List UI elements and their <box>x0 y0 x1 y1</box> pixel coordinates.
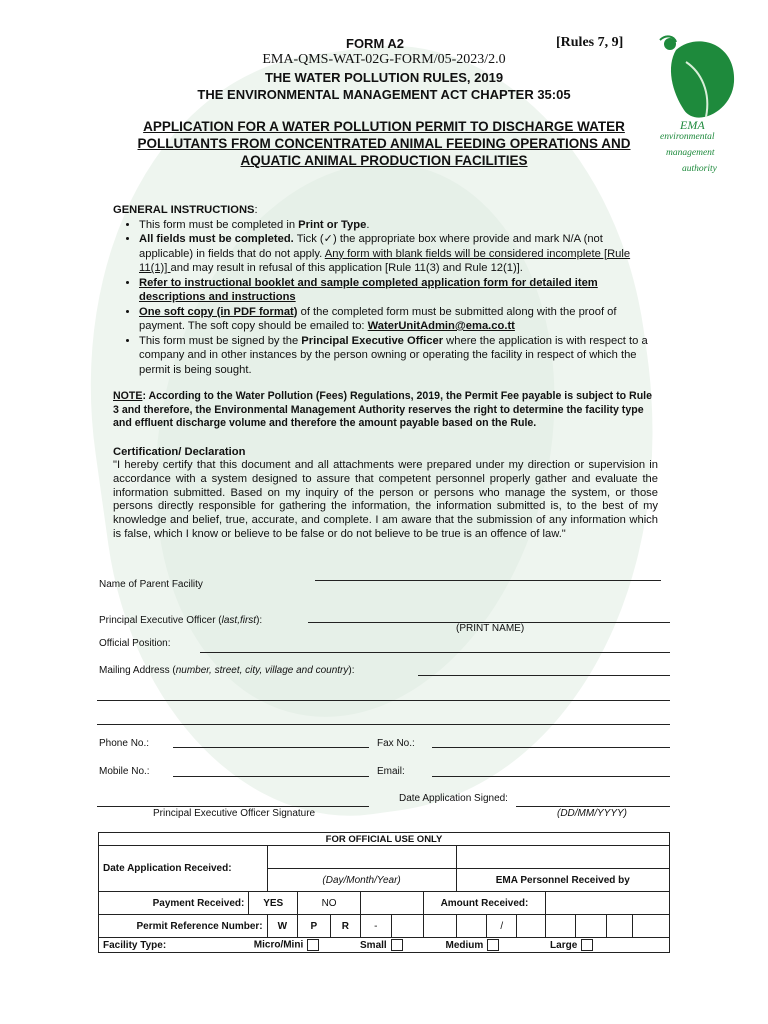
payment-no[interactable]: NO <box>298 892 361 915</box>
instruction-item: • This form must be signed by the Principal Executive Officer where the application is with respect to a company and in other instances by the person owning or operating the facility in respect of which the permit is being sought. <box>139 334 658 378</box>
certification-heading: Certification/ Declaration <box>113 446 246 458</box>
mailing-address-field-3[interactable] <box>97 724 670 725</box>
permit-ref-cell[interactable] <box>576 915 606 938</box>
signature-field[interactable] <box>97 806 369 807</box>
general-instructions: GENERAL INSTRUCTIONS: • This form must be completed in Print or Type. • All fields must be completed. Tick (✓) the appropriate box where provide and mark N/A (not applicable) in fields that do not apply. Any form with blank fields will be considered incomplete [Rule 11(1)] and may result in refusal of this application [Rule 11(3) and Rule 12(1)]. • Refer to instructional booklet and sample completed application form for detailed item descriptions and instructions • One soft copy (in PDF format) of the completed form must be submitted along with the proof of payment. The soft copy should be emailed to: WaterUnitAdmin@ema.co.tt • This form must be signed by the Principal Executive Officer where the application is with respect to a company and in other instances by the person owning or operating the facility in respect of which the permit is being sought. <box>113 203 658 377</box>
official-use-table <box>98 832 670 953</box>
payment-blank <box>361 892 424 915</box>
instructions-heading: GENERAL INSTRUCTIONS <box>113 204 255 216</box>
payment-yes[interactable]: YES <box>249 892 298 915</box>
amount-label: Amount Received: <box>424 892 546 915</box>
rules-reference: [Rules 7, 9] <box>556 35 624 50</box>
mobile-field[interactable] <box>173 776 369 777</box>
logo-line-3: authority <box>682 164 717 174</box>
application-title: APPLICATION FOR A WATER POLLUTION PERMIT TO DISCHARGE WATER POLLUTANTS FROM CONCENTRATED ANIMAL FEEDING OPERATIONS AND AQUATIC ANIMAL PRODUCTION FACILITIES <box>137 119 631 168</box>
rules-title: THE WATER POLLUTION RULES, 2019 <box>264 70 504 85</box>
permit-ref-cell[interactable] <box>545 915 575 938</box>
payment-label: Payment Received: <box>99 892 249 915</box>
date-received-cell[interactable] <box>267 846 456 869</box>
instruction-item: • This form must be completed in Print or Type. <box>139 218 658 233</box>
facility-medium-checkbox[interactable] <box>487 939 499 951</box>
facility-micro-checkbox[interactable] <box>307 939 319 951</box>
permit-ref-r: R <box>330 915 360 938</box>
facility-medium-label: Medium <box>445 939 484 951</box>
personnel-cell[interactable] <box>456 846 669 869</box>
print-name-hint: (PRINT NAME) <box>456 623 525 634</box>
parent-facility-label: Name of Parent Facility <box>99 579 203 590</box>
personnel-label: EMA Personnel Received by <box>456 869 669 892</box>
permit-ref-label: Permit Reference Number: <box>99 915 268 938</box>
mailing-address-field-2[interactable] <box>97 700 670 701</box>
certification-text: "I hereby certify that this document and all attachments were prepared under my direction or supervision in accordance with a system designed to assure that competent personnel properly gather and evaluate the information submitted. Based on my inquiry of the person or persons who manage the system, or those persons directly responsible for gathering the information, the information submitted is, to the best of my knowledge and belief, true, accurate, and complete. I am aware that the submission of any information which is false, which I know or believe to be false or do not believe to be true is an offence of law." <box>113 459 658 540</box>
document-code: EMA-QMS-WAT-02G-FORM/05-2023/2.0 <box>262 52 506 67</box>
facility-small-label: Small <box>360 939 387 951</box>
logo-acronym: EMA <box>680 118 705 132</box>
facility-type-label: Facility Type: <box>103 939 167 951</box>
facility-type-row <box>99 938 670 953</box>
logo-line-2: management <box>666 148 715 158</box>
mailing-address-field-1[interactable] <box>418 675 670 676</box>
facility-large-checkbox[interactable] <box>581 939 593 951</box>
permit-ref-dash: - <box>361 915 391 938</box>
instruction-item: • Refer to instructional booklet and sample completed application form for detailed item descriptions and instructions <box>139 276 658 305</box>
logo-line-1: environmental <box>660 132 715 142</box>
email-link[interactable]: WaterUnitAdmin@ema.co.tt <box>367 320 515 332</box>
permit-ref-slash: / <box>487 915 517 938</box>
official-use-heading: FOR OFFICIAL USE ONLY <box>99 833 670 846</box>
facility-large-label: Large <box>550 939 578 951</box>
date-received-label: Date Application Received: <box>99 846 268 892</box>
date-signed-field[interactable] <box>516 806 670 807</box>
act-title: THE ENVIRONMENTAL MANAGEMENT ACT CHAPTER 35:05 <box>197 87 571 102</box>
form-number: FORM A2 <box>346 36 405 51</box>
fax-label: Fax No.: <box>377 738 415 749</box>
date-format-hint: (DD/MM/YYYY) <box>557 808 627 819</box>
permit-ref-p: P <box>298 915 331 938</box>
phone-label: Phone No.: <box>99 738 150 749</box>
permit-ref-cell[interactable] <box>633 915 670 938</box>
fax-field[interactable] <box>432 747 670 748</box>
permit-ref-cell[interactable] <box>517 915 545 938</box>
facility-micro-label: Micro/Mini <box>253 939 304 951</box>
permit-ref-cell[interactable] <box>391 915 424 938</box>
phone-field[interactable] <box>173 747 369 748</box>
leaf-icon <box>656 32 746 132</box>
instruction-item: • All fields must be completed. Tick (✓) the appropriate box where provide and mark N/A (not applicable) in fields that do not apply. Any form with blank fields will be considered incomplete [Rule 11(1)] and may result in refusal of this application [Rule 11(3) and Rule 12(1)]. <box>139 232 658 276</box>
facility-small-checkbox[interactable] <box>391 939 403 951</box>
permit-ref-cell[interactable] <box>424 915 457 938</box>
mobile-label: Mobile No.: <box>99 766 150 777</box>
email-field[interactable] <box>432 776 670 777</box>
position-field[interactable] <box>200 652 670 653</box>
permit-ref-cell[interactable] <box>456 915 486 938</box>
instruction-item: • One soft copy (in PDF format) of the completed form must be submitted along with the proof of payment. The soft copy should be emailed to: WaterUnitAdmin@ema.co.tt <box>139 305 658 334</box>
email-label: Email: <box>377 766 405 777</box>
position-label: Official Position: <box>99 638 171 649</box>
signature-label: Principal Executive Officer Signature <box>153 808 316 819</box>
day-format-hint: (Day/Month/Year) <box>267 869 456 892</box>
permit-ref-cell[interactable] <box>606 915 632 938</box>
peo-name-label: Principal Executive Officer (last,first): <box>99 615 263 626</box>
fee-note: NOTE: According to the Water Pollution (Fees) Regulations, 2019, the Permit Fee payable is subject to Rule 3 and therefore, the Environmental Management Authority reserves the right to determine the facility type and effluent discharge volume and therefore the amount payable based on the Rule. <box>113 390 653 429</box>
parent-facility-field[interactable] <box>315 580 661 581</box>
permit-ref-w: W <box>267 915 297 938</box>
amount-cell[interactable] <box>545 892 669 915</box>
ema-logo <box>656 32 746 182</box>
date-signed-label: Date Application Signed: <box>399 793 508 804</box>
mailing-address-label: Mailing Address (number, street, city, village and country): <box>99 665 355 676</box>
